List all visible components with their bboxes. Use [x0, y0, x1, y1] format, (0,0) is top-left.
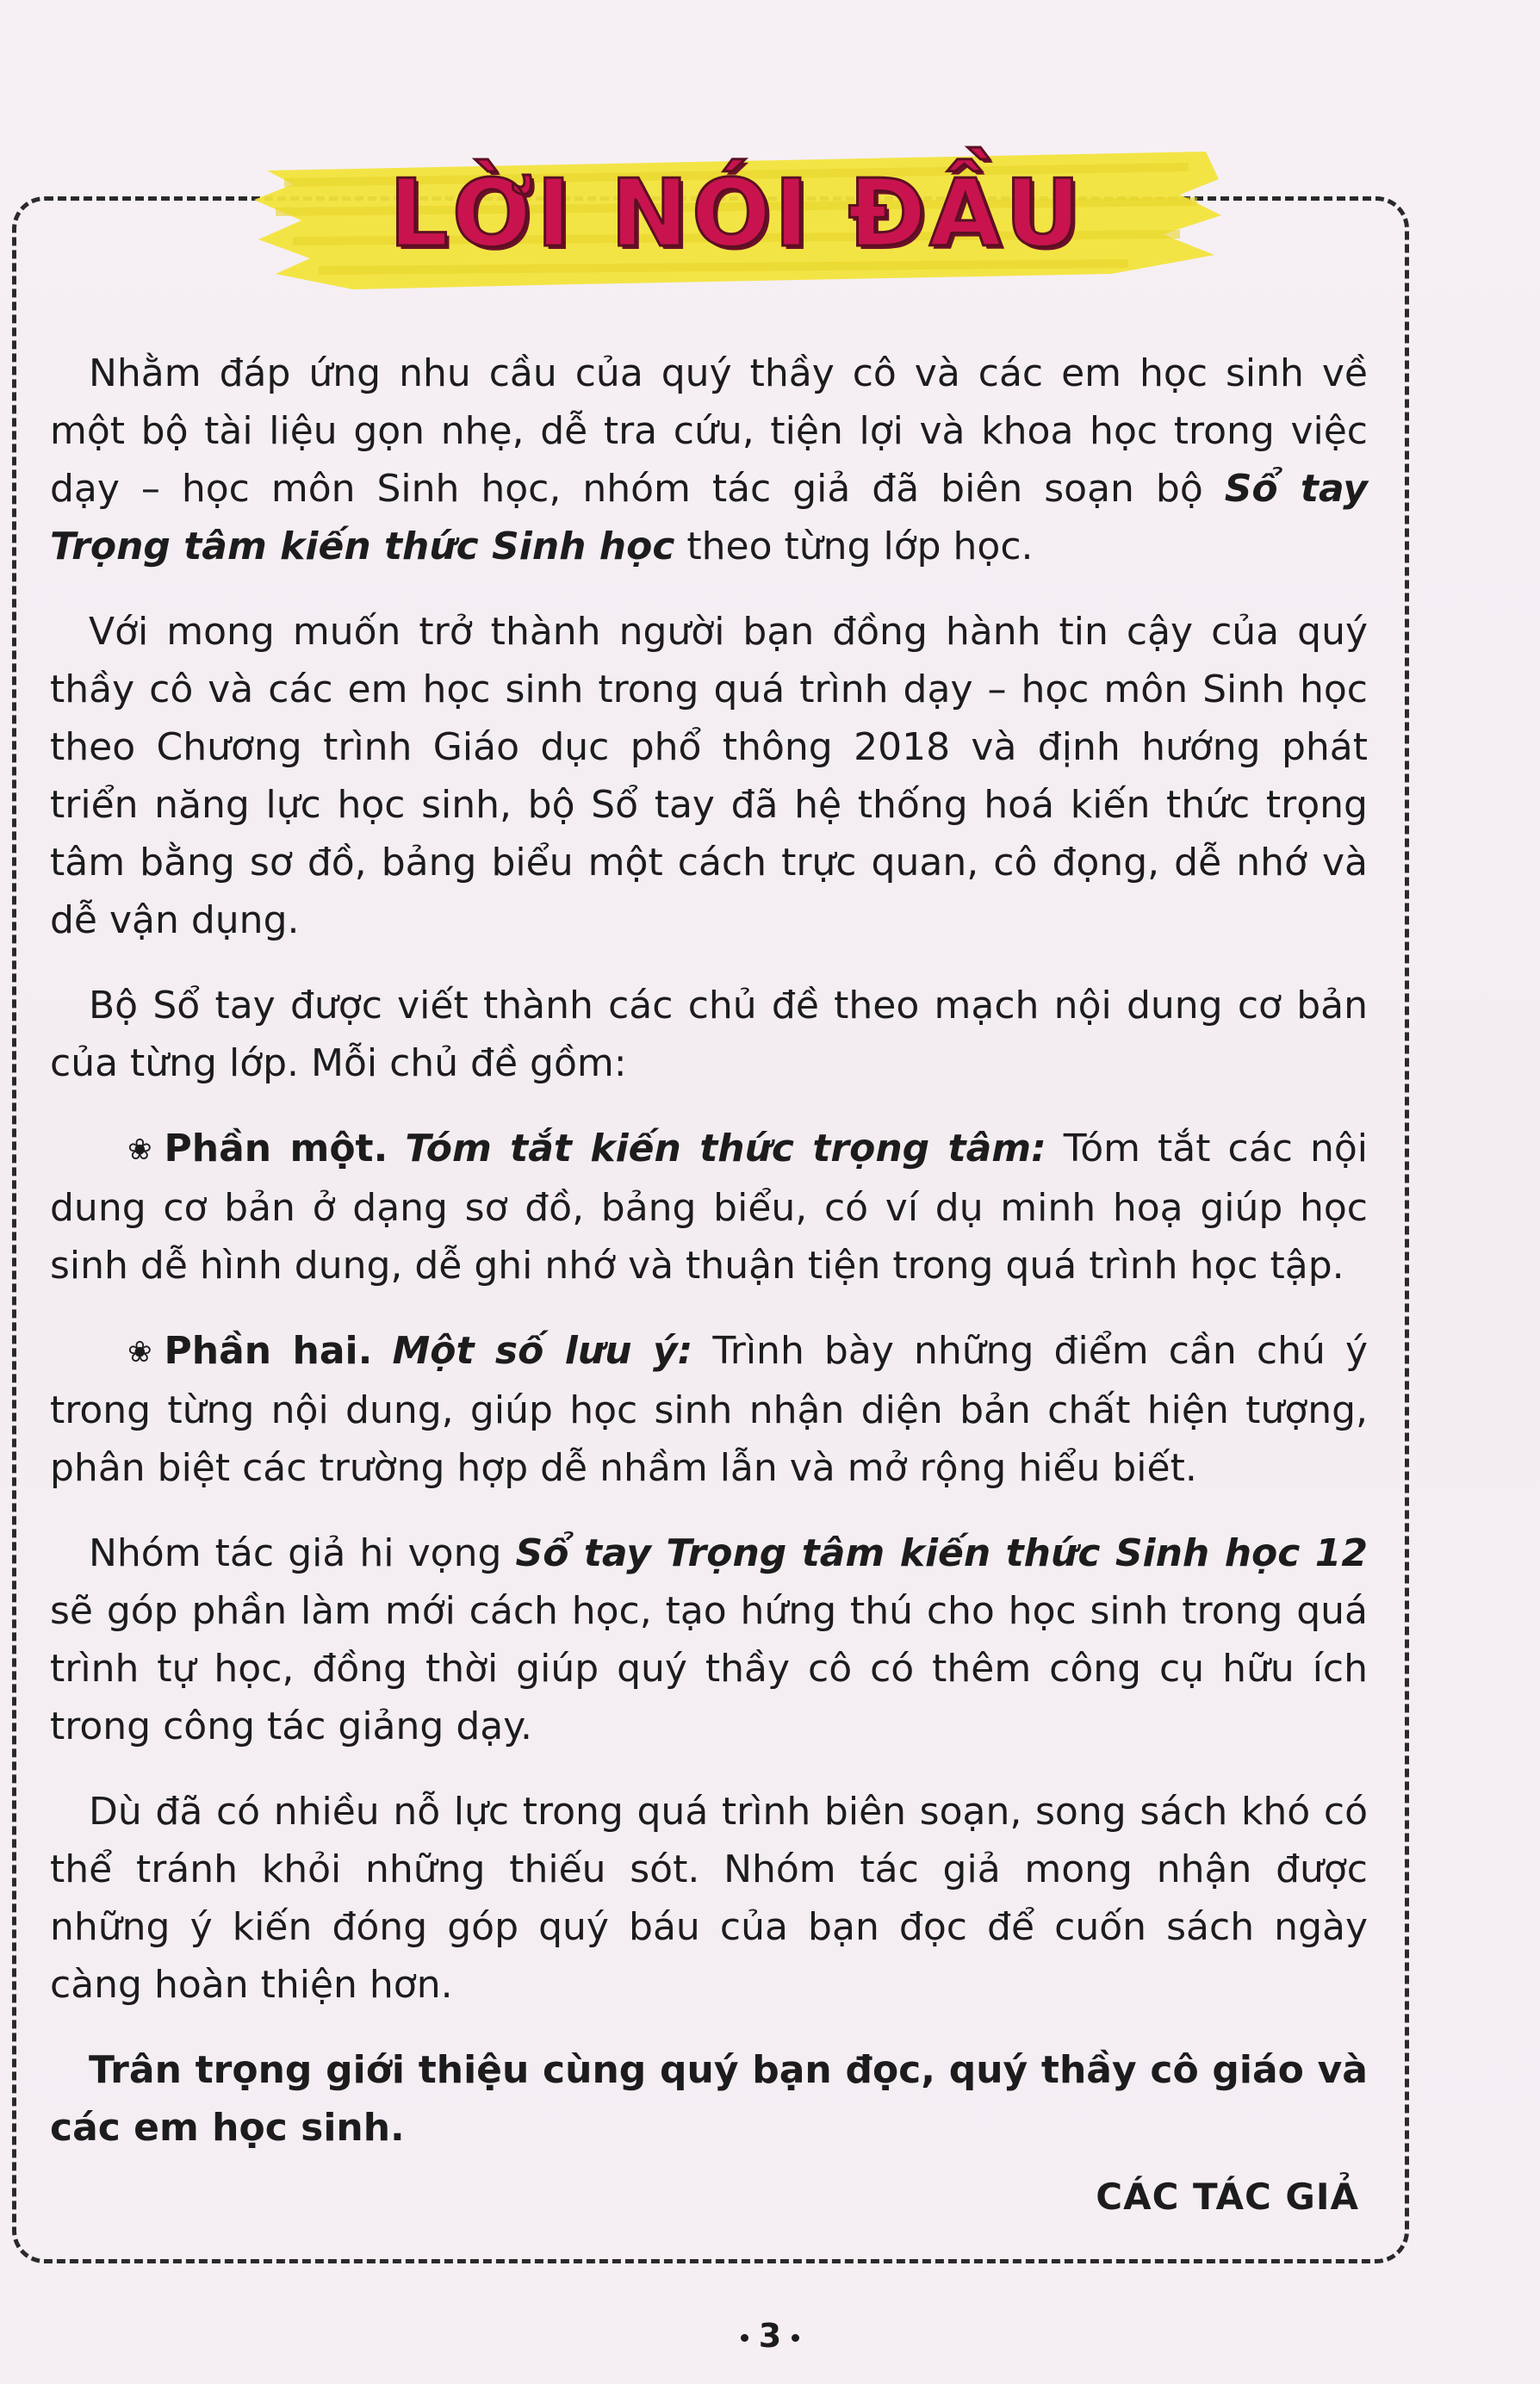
intro-text-end: theo từng lớp học. — [674, 525, 1034, 568]
bullet-emphasis: Tóm tắt kiến thức trọng tâm: — [405, 1127, 1046, 1170]
bullet-text: Trình bày những điểm cần chú ý trong từng nội dung, giúp học sinh nhận diện bản chất hiện tượng, phân biệt các trường hợp dễ nhầm lẫn và mở rộng hiểu biết. — [50, 1329, 1368, 1490]
hope-text: Nhóm tác giả hi vọng — [89, 1531, 516, 1575]
bullet-label: Phần hai. — [164, 1329, 373, 1373]
bullet-emphasis: Một số lưu ý: — [392, 1329, 693, 1373]
book-title-12-emphasis: Sổ tay Trọng tâm kiến thức Sinh học 12 — [515, 1531, 1368, 1575]
signature: CÁC TÁC GIẢ — [1096, 2176, 1359, 2218]
dot-icon — [792, 2334, 799, 2342]
paragraph-hope — [50, 1524, 1368, 1755]
book-title-emphasis: Sổ tay Trọng tâm kiến thức Sinh học — [50, 467, 1368, 568]
closing-line: Trân trọng giới thiệu cùng quý bạn đọc, quý thầy cô giáo và các em học sinh. — [50, 2048, 1368, 2150]
page-title: LỜI NÓI ĐẦU — [388, 160, 1084, 268]
paragraph-intro — [50, 345, 1368, 575]
flower-bullet-icon: ❀ — [127, 1335, 152, 1369]
page-number-value: 3 — [758, 2317, 782, 2355]
paragraph-structure: Bộ Sổ tay được viết thành các chủ đề theo mạch nội dung cơ bản của từng lớp. Mỗi chủ đề gồm: — [50, 984, 1368, 1085]
bullet-label: Phần một. — [164, 1127, 388, 1170]
bullet-part-one — [50, 1120, 1368, 1294]
paragraph-feedback: Dù đã có nhiều nỗ lực trong quá trình biên soạn, song sách khó có thể tránh khỏi những thiếu sót. Nhóm tác giả mong nhận được những ý kiến đóng góp quý báu của bạn đọc để cuốn sách ngày càng hoàn thiện hơn. — [50, 1790, 1368, 2007]
title-block — [250, 127, 1223, 317]
preface-body — [50, 345, 1368, 2184]
hope-text-end: sẽ góp phần làm mới cách học, tạo hứng thú cho học sinh trong quá trình tự học, đồng thời giúp quý thầy cô có thêm công cụ hữu ích trong công tác giảng dạy. — [50, 1589, 1368, 1748]
paragraph-purpose: Với mong muốn trở thành người bạn đồng hành tin cậy của quý thầy cô và các em học sinh trong quá trình dạy – học môn Sinh học theo Chương trình Giáo dục phổ thông 2018 và định hướng phát triển năng lực học sinh, bộ Sổ tay đã hệ thống hoá kiến thức trọng tâm bằng sơ đồ, bảng biểu một cách trực quan, cô đọng, dễ nhớ và dễ vận dụng. — [50, 610, 1368, 942]
bullet-part-two — [50, 1322, 1368, 1497]
page-number — [0, 2317, 1540, 2355]
dot-icon — [741, 2334, 748, 2342]
bullet-text: Tóm tắt các nội dung cơ bản ở dạng sơ đồ, bảng biểu, có ví dụ minh hoạ giúp học sinh dễ hình dung, dễ ghi nhớ và thuận tiện trong quá trình học tập. — [50, 1127, 1368, 1288]
flower-bullet-icon: ❀ — [127, 1133, 152, 1167]
intro-text: Nhằm đáp ứng nhu cầu của quý thầy cô và các em học sinh về một bộ tài liệu gọn nhẹ, dễ tra cứu, tiện lợi và khoa học trong việc dạy – học môn Sinh học, nhóm tác giả đã biên soạn bộ — [50, 351, 1368, 511]
